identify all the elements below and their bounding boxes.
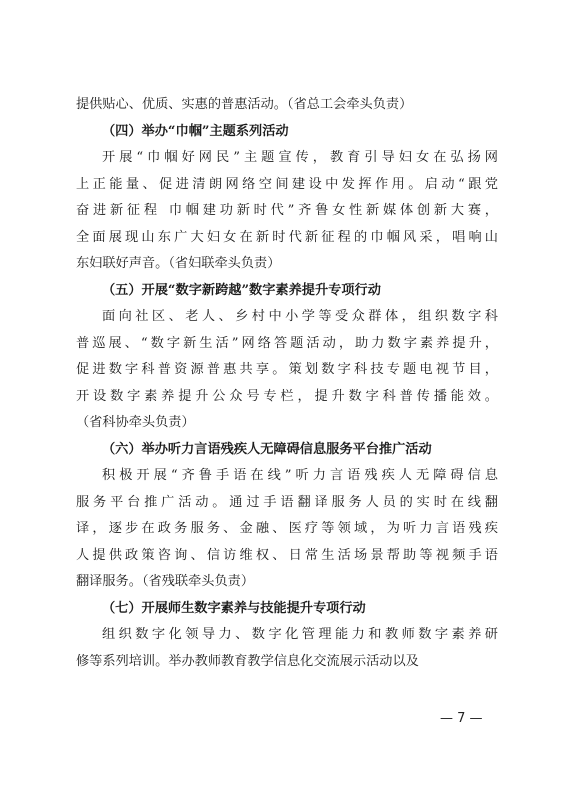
section-heading: （五）开展“数字新跨越”数字素养提升专项行动 [102,282,381,298]
text-line: 普巡展、“数字新生活”网络答题活动，助力数字素养提升， [76,335,498,351]
text-line: （省科协牵头负责） [76,415,195,430]
text-line: 组织数字化领导力、数字化管理能力和教师数字素养研 [102,627,498,642]
text-line: 上正能量、促进清朗网络空间建设中发挥作用。启动“跟党 [76,176,498,192]
text-line: 促进数字科普资源普惠共享。策划数字科技专题电视节目， [76,362,498,377]
text-line: 全面展现山东广大妇女在新时代新征程的巾帼风采，唱响山 [76,229,498,245]
text-line: 人提供政策咨询、信访维权、日常生活场景帮助等视频手语 [76,547,498,563]
text-line: 东妇联好声音。（省妇联牵头负责） [76,256,281,271]
text-line: 积极开展“齐鲁手语在线”听力言语残疾人无障碍信息 [102,468,498,483]
text-line: 修等系列培训。举办教师教育教学信息化交流展示活动以及 [76,653,419,669]
section-heading: （六）举办听力言语残疾人无障碍信息服务平台推广活动 [102,441,432,457]
text-line: 提供贴心、优质、实惠的普惠活动。（省总工会牵头负责） [76,97,413,112]
text-line: 译，逐步在政务服务、金融、医疗等领域，为听力言语残疾 [76,521,498,536]
document-body [76,92,498,675]
text-line: 奋进新征程 巾帼建功新时代”齐鲁女性新媒体创新大赛， [76,203,498,218]
text-line: 翻译服务。（省残联牵头负责） [76,574,255,589]
text-line: 面向社区、老人、乡村中小学等受众群体，组织数字科 [102,309,498,324]
text-line: 开展“巾帼好网民”主题宣传，教育引导妇女在弘扬网 [102,150,498,165]
text-line: 开设数字素养提升公众号专栏，提升数字科普传播能效。 [76,388,498,404]
section-heading: （四）举办“巾帼”主题系列活动 [102,123,289,139]
page-number: — 7 — [440,711,483,726]
text-line: 服务平台推广活动。通过手语翻译服务人员的实时在线翻 [76,494,498,510]
section-heading: （七）开展师生数字素养与技能提升专项行动 [102,600,366,616]
